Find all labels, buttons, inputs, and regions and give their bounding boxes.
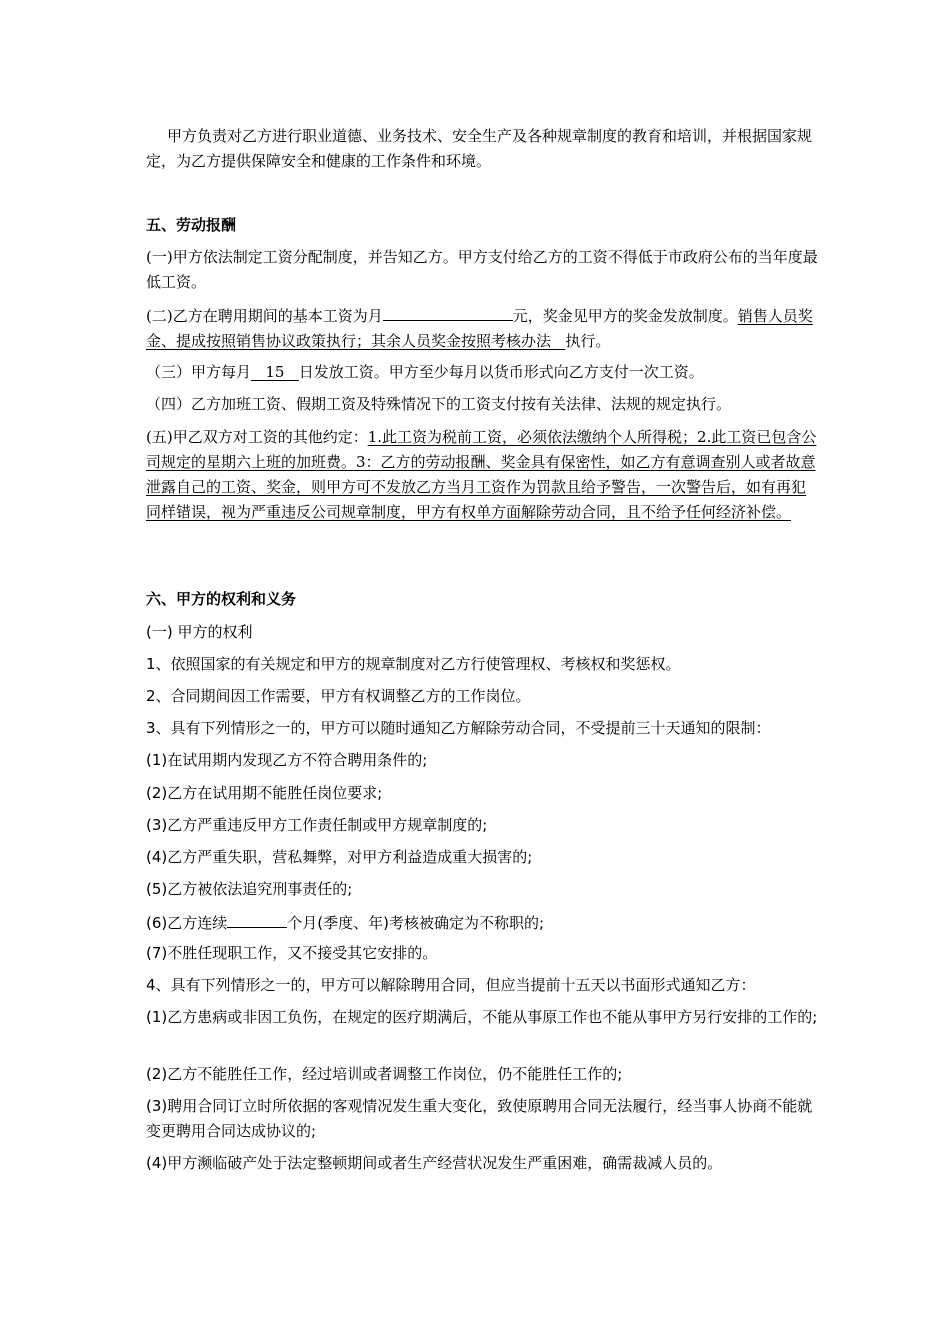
salary-clause-2-text-b: 元，奖金见甲方的奖金发放制度。 [512,307,738,325]
months-blank [227,909,287,928]
condition-6: (6)乙方连续 个月(季度、年)考核被确定为不称职的; [146,909,818,936]
rights-item-1: 1、依照国家的有关规定和甲方的规章制度对乙方行使管理权、考核权和奖惩权。 [146,655,681,673]
dismissal-condition-2: (2)乙方不能胜任工作，经过培训或者调整工作岗位，仍不能胜任工作的; [146,1065,623,1083]
section-6-heading: 六、甲方的权利和义务 [146,590,297,608]
bonus-terms: 销售人员奖金、提成按照销售协议政策执行；其余人员奖金按照考核办法 [146,307,813,350]
condition-5: (5)乙方被依法追究刑事责任的; [146,880,353,898]
condition-4: (4)乙方严重失职，营私舞弊，对甲方利益造成重大损害的; [146,848,533,866]
rights-item-4: 4、具有下列情形之一的，甲方可以解除聘用合同，但应当提前十五天以书面形式通知乙方： [146,976,756,994]
rights-subheading: (一) 甲方的权利 [146,623,253,641]
monthly-wage-blank [383,302,513,321]
rights-item-3: 3、具有下列情形之一的，甲方可以随时通知乙方解除劳动合同，不受提前三十天通知的限制： [146,719,771,737]
condition-3: (3)乙方严重违反甲方工作责任制或甲方规章制度的; [146,816,488,834]
salary-clause-4: （四）乙方加班工资、假期工资及特殊情况下的工资支付按有关法律、法规的规定执行。 [146,395,732,413]
dismissal-condition-3: (3)聘用合同订立时所依据的客观情况发生重大变化，致使原聘用合同无法履行，经当事人协商不能就变更聘用合同达成协议的; [146,1097,813,1140]
condition-2: (2)乙方在试用期不能胜任岗位要求; [146,784,383,802]
salary-clause-2-text: (二)乙方在聘用期间的基本工资为月 [146,307,383,325]
salary-clause-2-end: 执行。 [565,332,611,350]
rights-item-2: 2、合同期间因工作需要，甲方有权调整乙方的工作岗位。 [146,687,531,705]
salary-clause-1: (一)甲方依法制定工资分配制度，并告知乙方。甲方支付给乙方的工资不得低于市政府公布的当年度最低工资。 [146,248,818,291]
dismissal-condition-4: (4)甲方濒临破产处于法定整顿期间或者生产经营状况发生严重困难，确需裁减人员的。 [146,1154,723,1172]
other-wage-terms: 1.此工资为税前工资，必须依法缴纳个人所得税；2.此工资已包含公司规定的星期六上班的加班费。3：乙方的劳动报酬、奖金具有保密性，如乙方有意调查别人或者故意泄露自己的工资、奖金，则甲方可不发放乙方当月工资作为罚款且给予警告，一次警告后，如有再犯同样错误，视为严重违反公司规章制度，甲方有权单方面解除劳动合同，且不给予任何经济补偿。 [146,428,817,521]
condition-1: (1)在试用期内发现乙方不符合聘用条件的; [146,751,428,769]
salary-clause-5: (五)甲乙双方对工资的其他约定：1.此工资为税前工资，必须依法缴纳个人所得税；2.此工资已包含公司规定的星期六上班的加班费。3：乙方的劳动报酬、奖金具有保密性，如乙方有意调查别人或者故意泄露自己的工资、奖金，则甲方可不发放乙方当月工资作为罚款且给予警告，一次警告后，如有再犯同样错误，视为严重违反公司规章制度，甲方有权单方面解除劳动合同，且不给予任何经济补偿。 [146,428,817,521]
salary-clause-3: （三）甲方每月 15 日发放工资。甲方至少每月以货币形式向乙方支付一次工资。 [146,363,704,381]
condition-7: (7)不胜任现职工作，又不接受其它安排的。 [146,944,438,962]
payday-value: 15 [265,363,285,381]
section-5-heading: 五、劳动报酬 [146,216,237,234]
salary-clause-2 [146,302,818,354]
intro-paragraph: 甲方负责对乙方进行职业道德、业务技术、安全生产及各种规章制度的教育和培训，并根据国家规定，为乙方提供保障安全和健康的工作条件和环境。 [146,127,813,170]
dismissal-condition-1: (1)乙方患病或非因工负伤，在规定的医疗期满后，不能从事原工作也不能从事甲方另行安排的工作的; [146,1008,818,1026]
